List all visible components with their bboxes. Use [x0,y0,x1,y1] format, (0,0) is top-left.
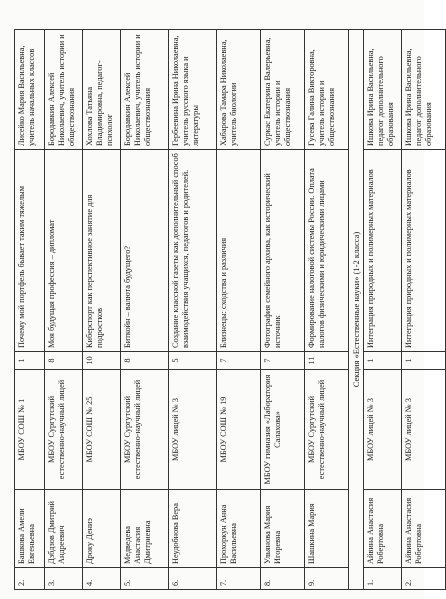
grade: 8 [121,352,169,370]
grade: 10 [83,352,121,370]
participant-name: Дзбдзов Дмитрий Андреевич [45,490,83,568]
grade: 8 [45,352,83,370]
grade: 1 [402,352,446,370]
participant-name: Башкова Амели Евгеньевна [15,490,45,568]
school-name: МБОУ Сургутский естественно-научный лицей [45,370,83,490]
school-name: МБОУ Сургутский естественно-научный лицей [121,370,169,490]
school-name: МБОУ лицей № 3 [169,370,217,490]
project-topic: Интеграция природных и полимерных материалов [402,150,446,352]
participant-name: Шашкина Мария [305,490,349,568]
participant-name: Медведева Анастасия Дмитриевна [121,490,169,568]
rotated-sheet [14,30,433,590]
grade: 7 [217,352,261,370]
project-topic: Биткойн – валюта будущего? [121,150,169,352]
project-topic: Моя будущая профессия – дипломат [45,150,83,352]
row-number: 6. [169,568,217,590]
row-number: 3. [45,568,83,590]
supervisor: Бородавкин Алексей Николаевич, учитель истории и обществознания [121,30,169,150]
school-name: МБОУ СОШ № 25 [83,370,121,490]
table-row [121,30,169,590]
table-row [217,30,261,590]
supervisor: Гербеевина Ирина Николаевна, учитель русского языка и литературы [169,30,217,150]
row-number: 1. [364,568,402,590]
supervisor: Лисейко Мария Васильевна, учитель начальных классов [15,30,45,150]
table-row [261,30,305,590]
participant-name: Айвина Анастасия Робертовна [364,490,402,568]
school-name: МБОУ лицей № 3 [364,370,402,490]
grade: 5 [169,352,217,370]
supervisor: Суркас Екатерина Валерьевна, учитель истории и обществознания [261,30,305,150]
school-name: МБОУ лицей № 3 [402,370,446,490]
supervisor: Ишкова Ирина Васильевна, педагог дополнительного образования [402,30,446,150]
supervisor: Гусева Галина Викторовна, учитель истории и обществознания [305,30,349,150]
row-number: 4. [83,568,121,590]
table-row [83,30,121,590]
grade: 11 [305,352,349,370]
row-number: 5. [121,568,169,590]
project-topic: Формирование налоговой системы России. Оплата налогов физическими и юридическими лицами [305,150,349,352]
grade: 1 [364,352,402,370]
project-topic: Почему мой портфель бывает таким тяжелым [15,150,45,352]
table-row [402,30,446,590]
project-topic: Фотография семейного архива, как исторический источник [261,150,305,352]
project-topic: Создание классной газеты как дополнительный способ взаимодействия учащихся, педагогов и родителей. [169,150,217,352]
participant-name: Ульянова Мария Игоревна [261,490,305,568]
row-number: 7. [217,568,261,590]
supervisor: Ишкова Ирина Васильевна, педагог дополнительного образования [364,30,402,150]
supervisor: Бородавкин Алексей Николаевич, учитель истории и обществознания [45,30,83,150]
row-number: 2. [402,568,446,590]
school-name: МБОУ СОШ № 19 [217,370,261,490]
table-row [305,30,349,590]
table-row [169,30,217,590]
row-number: 8. [261,568,305,590]
participant-name: Дроку Дениэ [83,490,121,568]
school-name: МБОУ СОШ № 1 [15,370,45,490]
school-name: МБОУ гимназия «Лаборатория Салахова» [261,370,305,490]
row-number: 2. [15,568,45,590]
table-row [15,30,45,590]
grade: 7 [261,352,305,370]
table-row [45,30,83,590]
participant-name: Неудобнова Вера [169,490,217,568]
row-number: 9. [305,568,349,590]
project-topic: Близнецы: сходства и различия [217,150,261,352]
supervisor: Хохлова Татьяна Владимировна, педагог-психолог [83,30,121,150]
school-name: МБОУ Сургутский естественно-научный лицей [305,370,349,490]
grade: 1 [15,352,45,370]
participant-name: Прохоркун Анна Васильевна [217,490,261,568]
participant-name: Айвина Анастасия Робертовна [402,490,446,568]
project-topic: Интеграция природных и полимерных материалов [364,150,402,352]
participants-table [14,29,446,590]
section-title: Секция «Естественные науки» (1-2 класса) [349,30,364,590]
section-header-row [349,30,364,590]
supervisor: Хабарова Тамара Николаевна, учитель биологии [217,30,261,150]
table-row [364,30,402,590]
project-topic: Киберспорт как перспективное занятие для подростков [83,150,121,352]
